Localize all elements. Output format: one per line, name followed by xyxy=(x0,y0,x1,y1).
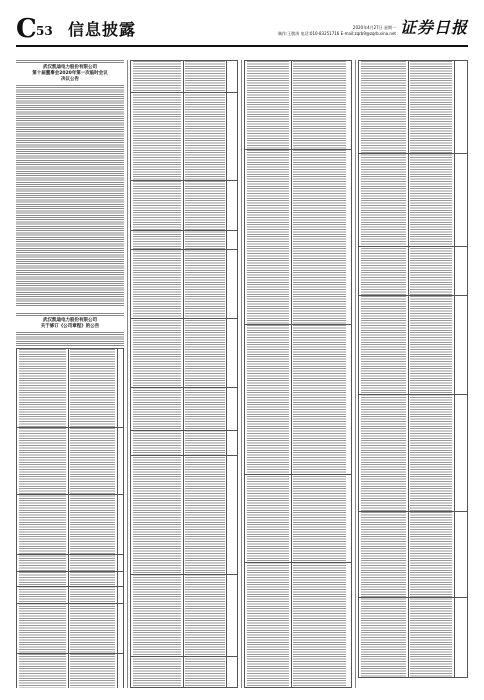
column-divider xyxy=(127,60,128,688)
newspaper-logo: 证券日报 xyxy=(399,18,468,37)
table-column-after xyxy=(70,349,115,688)
editor-contact: 制作:王敬涛 电话:010-83251716 E-mail:zqrb9@zqrb.sina.net xyxy=(277,31,396,36)
amendment-table xyxy=(16,348,124,688)
section-number: 53 xyxy=(36,24,53,38)
column-3 xyxy=(244,60,352,688)
table-column-before xyxy=(133,61,181,687)
amendment-table-continued xyxy=(358,60,468,678)
table-column-before xyxy=(19,349,66,688)
article-1-doc-type: 决议公告 xyxy=(61,77,79,82)
article-1-headline xyxy=(16,65,124,83)
column-1 xyxy=(16,60,124,688)
column-4 xyxy=(358,60,468,688)
masthead-rule xyxy=(16,45,468,47)
article-header-strip xyxy=(16,313,124,317)
article-2-subtitle: 关于修订《公司章程》的公告 xyxy=(40,324,100,329)
column-2 xyxy=(130,60,238,688)
article-2-company: 武汉凯迪电力股份有限公司 xyxy=(43,318,97,323)
amendment-table-continued xyxy=(244,60,352,688)
column-divider xyxy=(355,60,356,688)
table-column-after xyxy=(185,61,225,687)
table-column-after xyxy=(293,61,346,687)
article-1-subtitle: 第十届董事会2020年第一次临时会议 xyxy=(32,71,108,76)
amendment-table-continued xyxy=(130,60,238,688)
article-2-headline xyxy=(16,318,124,330)
section-letter: C xyxy=(16,14,37,44)
masthead xyxy=(16,14,468,44)
column-divider xyxy=(241,60,242,688)
article-2-intro xyxy=(16,332,124,346)
article-1-company: 武汉凯迪电力股份有限公司 xyxy=(43,65,97,70)
article-header-strip xyxy=(16,60,124,64)
section-name: 信息披露 xyxy=(68,20,137,39)
table-column-before xyxy=(247,61,289,687)
article-1-body xyxy=(16,85,124,307)
issue-date: 2020年4月27日 星期一 xyxy=(352,25,396,30)
article-2-table-area xyxy=(16,346,124,688)
